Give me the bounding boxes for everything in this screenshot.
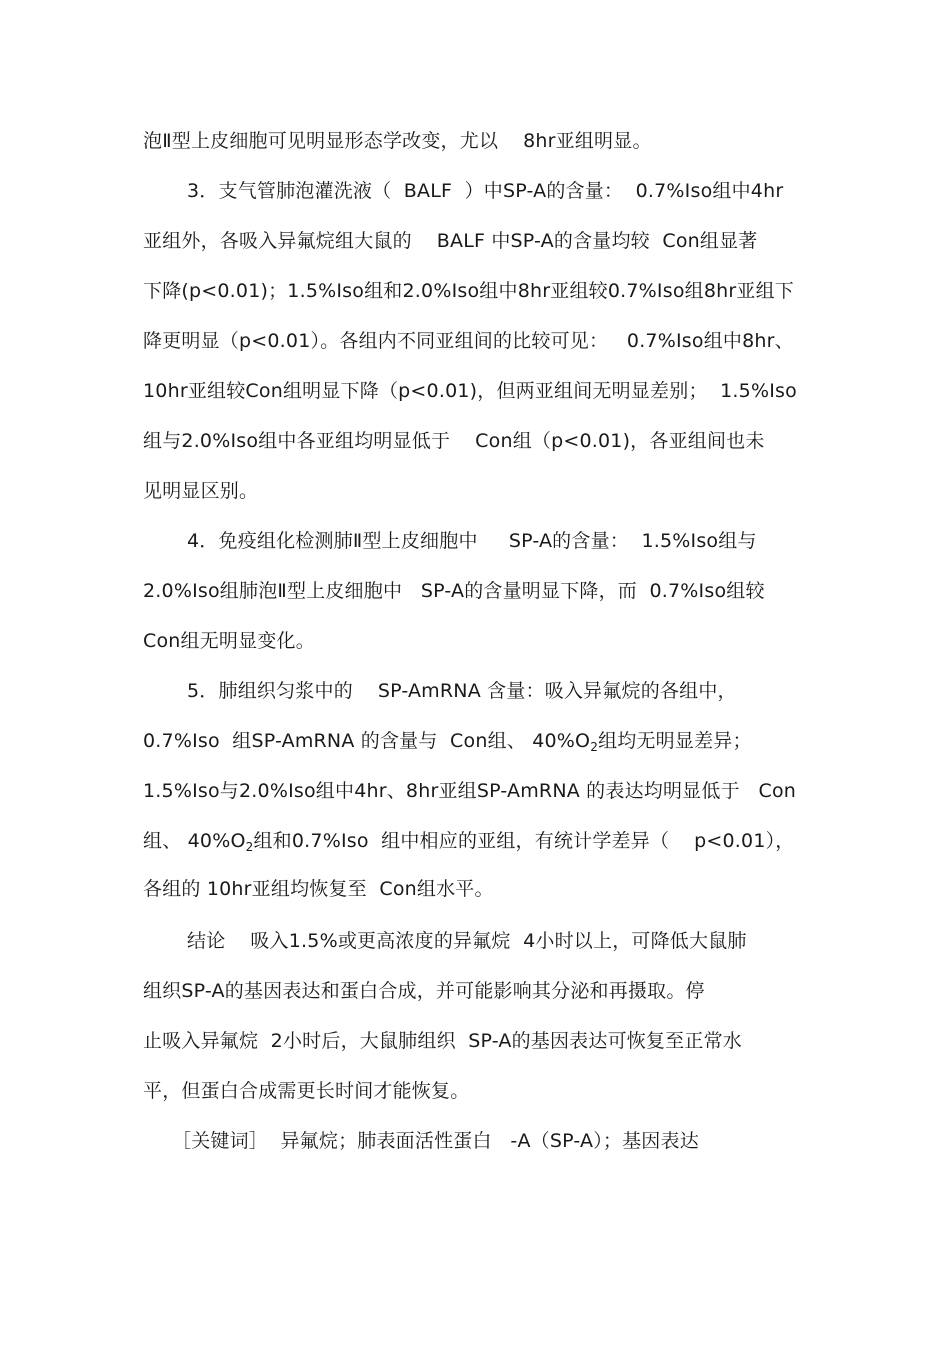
- keywords-line: ［关键词］ 异氟烷；肺表面活性蛋白 -A（SP-A）；基因表达: [172, 1130, 699, 1152]
- paragraph-5-line-2: [143, 728, 752, 754]
- paragraph-5-line-2-part-b: 组均无明显差异；: [598, 730, 752, 752]
- paragraph-3-line-1: 3．支气管肺泡灌洗液（ BALF ）中SP-A的含量： 0.7%Iso组中4hr: [187, 180, 784, 202]
- paragraph-5-line-4: [143, 828, 795, 854]
- paragraph-5-line-4-part-b: 组和0.7%Iso 组中相应的亚组，有统计学差异（ p<0.01），: [253, 830, 795, 852]
- paragraph-3-line-3: 下降(p<0.01)；1.5%Iso组和2.0%Iso组中8hr亚组较0.7%Iso组8hr亚组下: [143, 280, 794, 302]
- subscript-2: 2: [590, 740, 599, 754]
- paragraph-3-line-6: 组与2.0%Iso组中各亚组均明显低于 Con组（p<0.01)，各亚组间也未: [143, 430, 765, 452]
- paragraph-5-line-1: 5．肺组织匀浆中的 SP-AmRNA 含量：吸入异氟烷的各组中，: [187, 680, 737, 702]
- conclusion-line-4: 平，但蛋白合成需更长时间才能恢复。: [143, 1080, 470, 1102]
- paragraph-5-line-5: 各组的 10hr亚组均恢复至 Con组水平。: [143, 878, 494, 900]
- paragraph-3-line-5: 10hr亚组较Con组明显下降（p<0.01)，但两亚组间无明显差别； 1.5%Iso: [143, 380, 797, 402]
- paragraph-5-line-4-part-a: 组、 40%O: [143, 830, 246, 852]
- conclusion-line-1: 结论 吸入1.5%或更高浓度的异氟烷 4小时以上，可降低大鼠肺: [187, 930, 747, 952]
- paragraph-4-line-3: Con组无明显变化。: [143, 630, 315, 652]
- paragraph-5-line-3: 1.5%Iso与2.0%Iso组中4hr、8hr亚组SP-AmRNA 的表达均明显低于 Con: [143, 780, 797, 802]
- paragraph-2-line-1: 泡Ⅱ型上皮细胞可见明显形态学改变，尤以 8hr亚组明显。: [143, 130, 652, 152]
- paragraph-5-line-2-part-a: 0.7%Iso 组SP-AmRNA 的含量与 Con组、 40%O: [143, 730, 591, 752]
- conclusion-line-2: 组织SP-A的基因表达和蛋白合成，并可能影响其分泌和再摄取。停: [143, 980, 705, 1002]
- paragraph-4-line-2: 2.0%Iso组肺泡Ⅱ型上皮细胞中 SP-A的含量明显下降，而 0.7%Iso组较: [143, 580, 765, 602]
- subscript-2: 2: [245, 840, 254, 854]
- paragraph-3-line-4: 降更明显（p<0.01）。各组内不同亚组间的比较可见： 0.7%Iso组中8hr、: [143, 330, 794, 352]
- conclusion-line-3: 止吸入异氟烷 2小时后，大鼠肺组织 SP-A的基因表达可恢复至正常水: [143, 1030, 742, 1052]
- paragraph-3-line-7: 见明显区别。: [143, 480, 259, 502]
- paragraph-3-line-2: 亚组外，各吸入异氟烷组大鼠的 BALF 中SP-A的含量均较 Con组显著: [143, 230, 758, 252]
- paragraph-4-line-1: 4．免疫组化检测肺Ⅱ型上皮细胞中 SP-A的含量： 1.5%Iso组与: [187, 530, 757, 552]
